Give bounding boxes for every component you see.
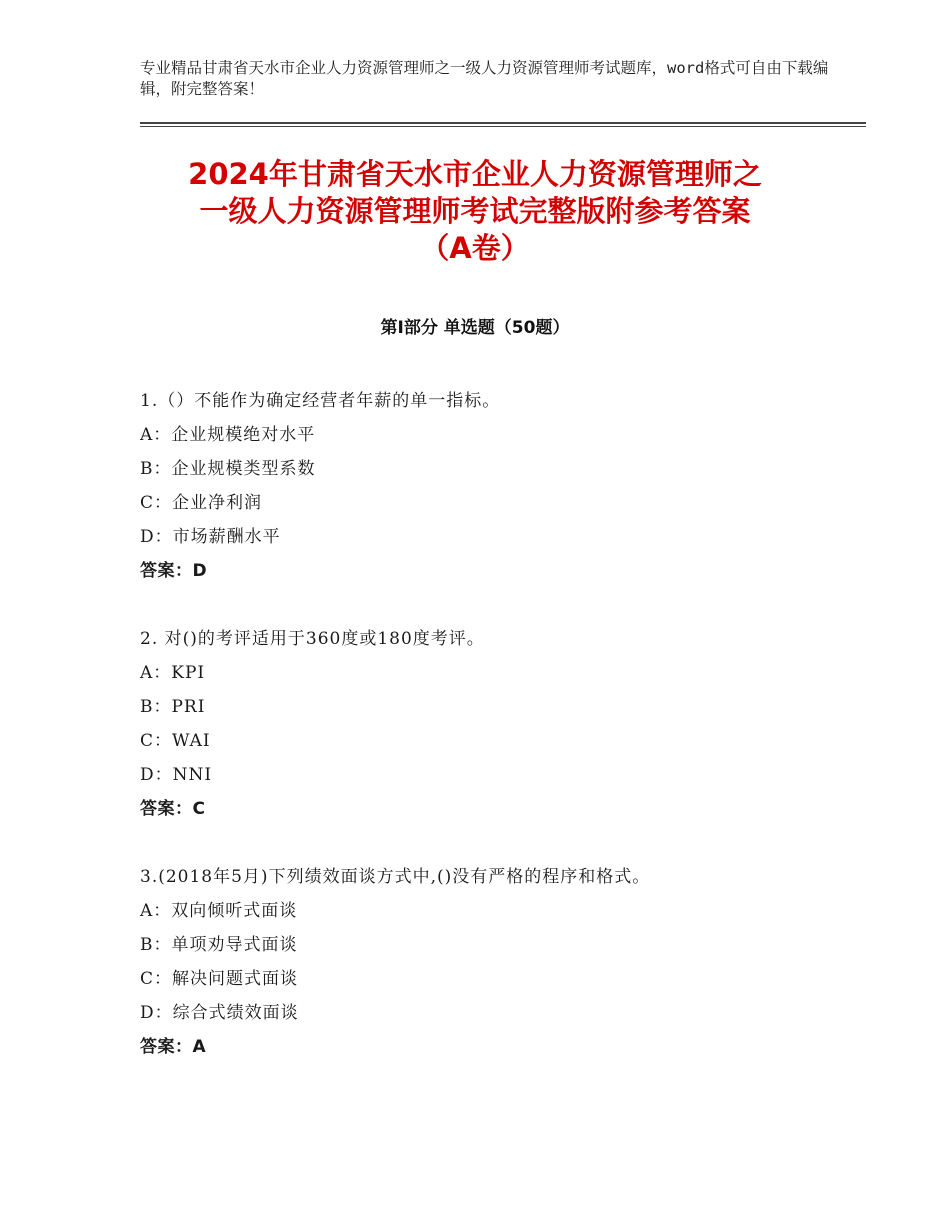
header-rule-thin xyxy=(140,126,866,127)
option-a: A：双向倾听式面谈 xyxy=(140,901,298,921)
header-note: 专业精品甘肃省天水市企业人力资源管理师之一级人力资源管理师考试题库，word格式可自由下载编辑，附完整答案！ xyxy=(140,59,829,98)
question-3 xyxy=(140,860,840,1064)
option-d: D：综合式绩效面谈 xyxy=(140,1003,299,1023)
question-stem: 1.（）不能作为确定经营者年薪的单一指标。 xyxy=(140,391,501,411)
option-b: B：企业规模类型系数 xyxy=(140,459,316,479)
title-line-3: （A卷） xyxy=(420,231,530,265)
document-title xyxy=(120,156,830,267)
answer: 答案：A xyxy=(140,1037,207,1057)
option-d: D：市场薪酬水平 xyxy=(140,527,281,547)
option-b: B：PRI xyxy=(140,697,206,717)
option-c: C：WAI xyxy=(140,731,211,751)
question-stem: 3.(2018年5月)下列绩效面谈方式中,()没有严格的程序和格式。 xyxy=(140,867,651,887)
option-d: D：NNI xyxy=(140,765,213,785)
option-c: C：解决问题式面谈 xyxy=(140,969,299,989)
question-list xyxy=(140,384,840,1098)
option-c: C：企业净利润 xyxy=(140,493,263,513)
section-title: 第Ⅰ部分 单选题（50题） xyxy=(380,318,570,338)
title-line-1: 2024年甘肃省天水市企业人力资源管理师之 xyxy=(188,157,762,191)
answer: 答案：D xyxy=(140,561,208,581)
answer: 答案：C xyxy=(140,799,206,819)
option-b: B：单项劝导式面谈 xyxy=(140,935,298,955)
option-a: A：KPI xyxy=(140,663,206,683)
title-line-2: 一级人力资源管理师考试完整版附参考答案 xyxy=(199,194,751,228)
question-2 xyxy=(140,622,840,826)
option-a: A：企业规模绝对水平 xyxy=(140,425,316,445)
question-1 xyxy=(140,384,840,588)
header-rule-thick xyxy=(140,122,866,124)
question-stem: 2. 对()的考评适用于360度或180度考评。 xyxy=(140,629,485,649)
